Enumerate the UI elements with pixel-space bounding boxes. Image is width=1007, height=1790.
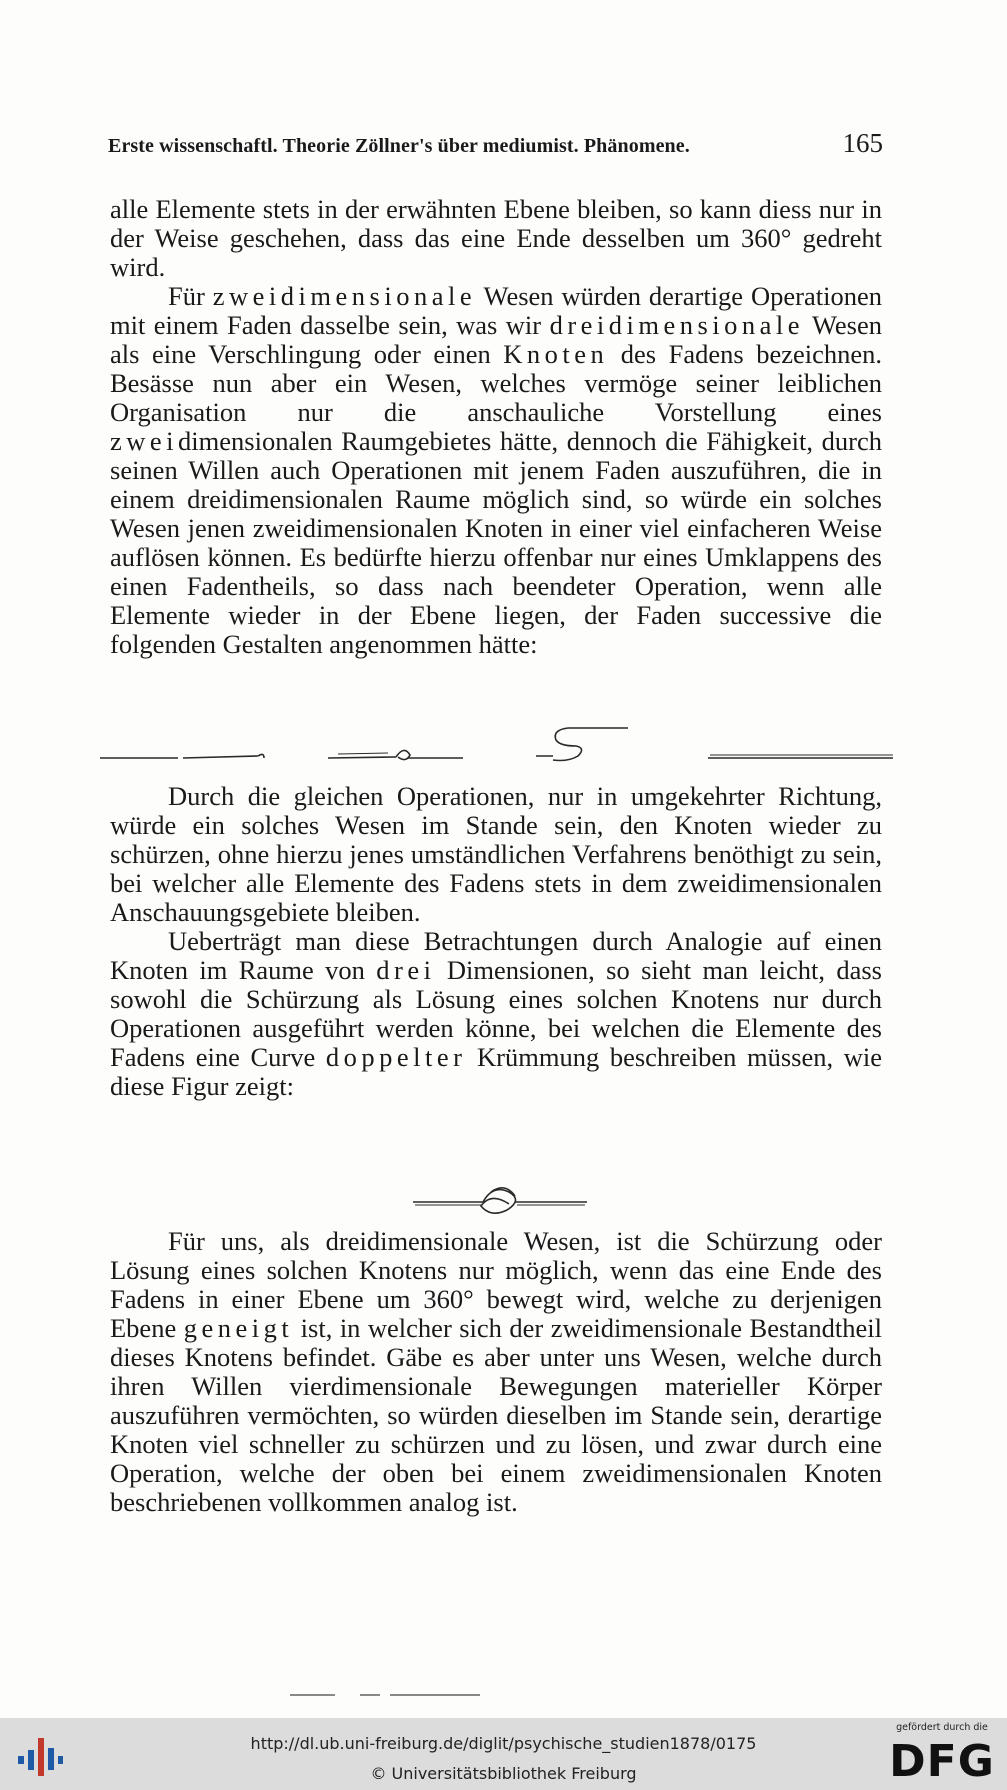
strand-stage-3 (536, 728, 628, 761)
dfg-logo (887, 1722, 997, 1786)
text-run: dimensionalen Raumgebietes hätte, dennoch die Fähigkeit, durch seinen Willen auch Operationen mit jenem Faden auszuführen, die in einem dreidimensionalen Raume möglich sind, so würde ein solches Wesen jenen zweidimensionalen Knoten in einer viel einfacheren Weise auflösen können. Es bedürfte hierzu offenbar nur eines Umklappens des einen Fadentheils, so dass nach beendeter Operation, wenn alle Elemente wieder in der Ebene liegen, der Faden successive die folgenden Gestalten angenommen hätte: (110, 426, 882, 659)
text-block-2 (110, 782, 882, 1101)
footer-bar (0, 1718, 1007, 1790)
dfg-wordmark: DFG (889, 1736, 995, 1787)
spaced-emphasis: zwei (110, 426, 179, 456)
paragraph: Durch die gleichen Operationen, nur in umgekehrter Richtung, würde ein solches Wesen im Stande sein, den Knoten wieder zu schürzen, ohne hierzu jenes umständlichen Verfahrens benöthigt zu sein, bei welcher alle Elemente des Fadens stets in dem zweidimensionalen Anschauungsgebiete bleiben. (110, 781, 882, 927)
page-number: 165 (842, 128, 883, 158)
text-run: Dimensionen, so sieht man leicht, dass sowohl die Schürzung als Lösung eines solchen Knotens nur durch Operationen ausgeführt werden könne, bei welchen die Elemente des Fadens eine Curve (110, 955, 882, 1072)
knot-unfolding-figure (98, 722, 898, 772)
knot-figure (405, 1180, 595, 1220)
spaced-emphasis: zweidimensionale (212, 281, 477, 311)
strand-stage-4 (708, 755, 893, 758)
strand-stage-2 (328, 750, 463, 759)
text-run: Ueberträgt man diese Betrachtungen durch Analogie auf einen Knoten im Raume von (110, 926, 882, 985)
text-run: des Fadens bezeichnen. Besässe nun aber ein Wesen, welches vermöge seiner leiblichen Organisation nur die anschauliche Vorstellung eines (110, 339, 882, 427)
copyright-notice: © Universitätsbibliothek Freiburg (370, 1764, 637, 1783)
page-header (108, 128, 883, 168)
dfg-caption: gefördert durch die (896, 1722, 988, 1733)
strand-stage-1 (100, 754, 264, 758)
text-run: ist, in welcher sich der zweidimensionale Bestandtheil dieses Knotens befindet. Gäbe es aber unter uns Wesen, welche durch ihren Willen vierdimensionale Bewegungen materieller Körper auszuführen vermöchten, so würden dieselben im Stande sein, derartige Knoten viel schneller zu schürzen und zu lösen, und zwar durch eine Operation, welche der oben bei einem zweidimensionalen Knoten beschriebenen vollkommen analog ist. (110, 1313, 882, 1517)
text-run: Krümmung beschreiben müssen, wie diese Figur zeigt: (110, 1042, 882, 1101)
paragraph: alle Elemente stets in der erwähnten Ebene bleiben, so kann diess nur in der Weise geschehen, dass das eine Ende desselben um 360° gedreht wird. (110, 194, 882, 282)
bottom-rule-marks (285, 1690, 485, 1700)
paragraph (110, 282, 882, 659)
spaced-emphasis: Knoten (503, 339, 609, 369)
running-head: Erste wissenschaftl. Theorie Zöllner's über mediumist. Phänomene. (108, 135, 690, 157)
paragraph (110, 927, 882, 1101)
text-block-3 (110, 1227, 882, 1517)
spaced-emphasis: geneigt (183, 1313, 294, 1343)
source-url[interactable]: http://dl.ub.uni-freiburg.de/diglit/psychische_studien1878/0175 (250, 1734, 757, 1753)
text-block-1 (110, 195, 882, 659)
paragraph (110, 1227, 882, 1517)
spaced-emphasis: dreidimensionale (549, 310, 805, 340)
text-run: Für uns, als dreidimensionale Wesen, ist die Schürzung oder Lösung eines solchen Knotens nur möglich, wenn das eine Ende des Fadens in einer Ebene um 360° bewegt wird, welche zu derjenigen Ebene (110, 1226, 882, 1343)
spaced-emphasis: drei (376, 955, 436, 985)
text-run: Wesen würden derartige Operationen mit einem Faden dasselbe sein, was wir (110, 281, 882, 340)
text-run: Wesen als eine Verschlingung oder einen (110, 310, 882, 369)
text-run: Für (168, 281, 213, 311)
spaced-emphasis: doppelter (325, 1042, 467, 1072)
